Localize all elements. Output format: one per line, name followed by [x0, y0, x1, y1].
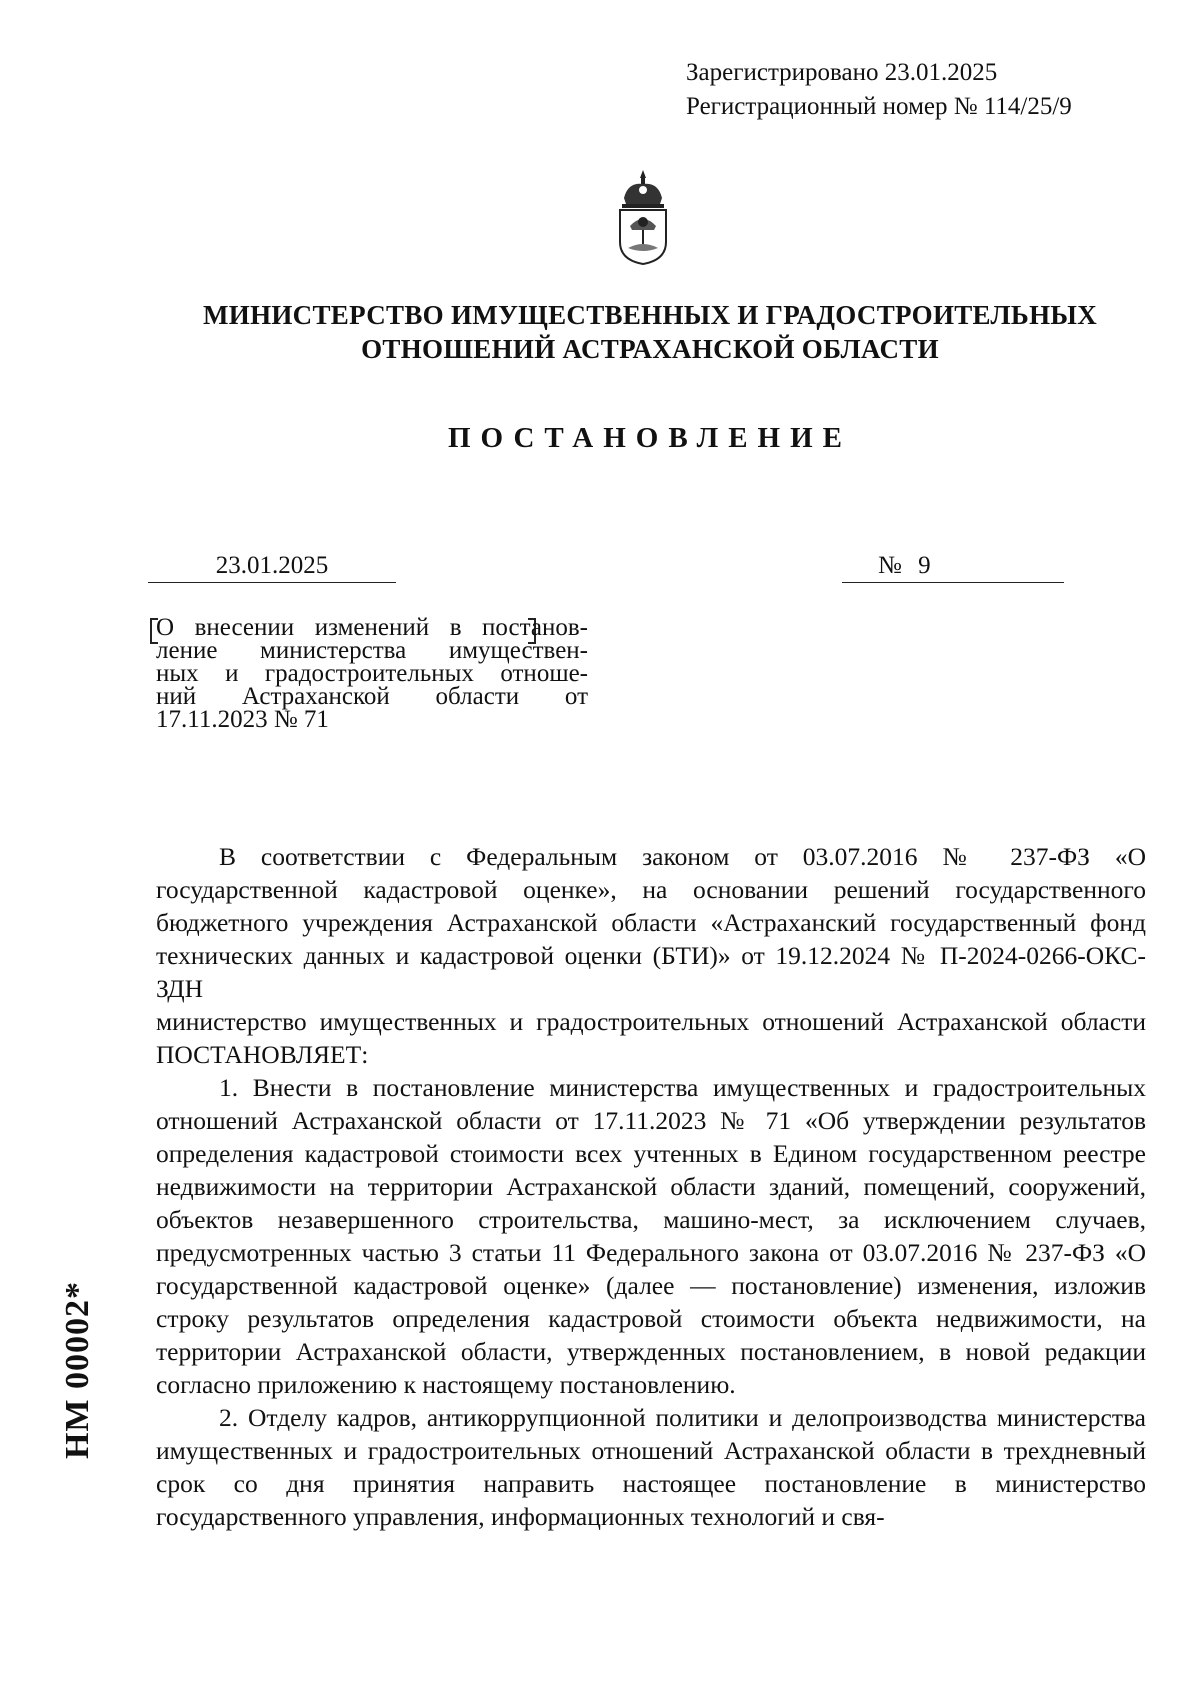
- registration-date: Зарегистрировано 23.01.2025: [686, 59, 998, 86]
- item-1-paragraph: 1. Внести в постановление министерства имущественных и градостроительных отношений Астраханской области от 17.11.2023 № 71 «Об утверждении результатов определения кадастровой стоимости всех учтенных в Едином государственном реестре недвижимости на территории Астраханской области зданий, помещений, сооружений, объектов незавершенного строительства, машино-мест, за исключением случаев, предусмотренных частью 3 статьи 11 Федерального закона от 03.07.2016 № 237-ФЗ «О государственной кадастровой оценке» (далее — постановление) изменения, изложив строку результатов определения кадастровой стоимости объекта недвижимости, на территории Астраханской области, утвержденных постановлением, в новой редакции согласно приложению к настоящему постановлению.: [156, 1073, 1146, 1399]
- document-number: 9: [918, 552, 931, 579]
- document-body: [156, 840, 1146, 1533]
- document-subject: [156, 616, 588, 731]
- preamble-paragraph: В соответствии с Федеральным законом от 03.07.2016 № 237-ФЗ «О государственной кадастровой оценке», на основании решений государственного бюджетного учреждения Астраханской области «Астраханский государственный фонд технических данных и кадастровой оценки (БТИ)» от 19.12.2024 № П-2024-0266-ОКС-ЗДН: [156, 842, 1146, 1003]
- subject-line: ных и градостроительных отноше-: [156, 660, 588, 687]
- document-type: ПОСТАНОВЛЕНИЕ: [447, 422, 852, 454]
- ministry-name-line1: МИНИСТЕРСТВО ИМУЩЕСТВЕННЫХ И ГРАДОСТРОИТЕЛЬНЫХ: [202, 300, 1097, 330]
- subject-line: 17.11.2023 № 71: [156, 706, 329, 733]
- resolves-paragraph: министерство имущественных и градостроительных отношений Астраханской области ПОСТАНОВЛЯЕТ:: [156, 1007, 1146, 1069]
- registration-stamp: [686, 56, 1072, 124]
- number-sign: №: [878, 552, 902, 579]
- registration-number: Регистрационный номер № 114/25/9: [686, 93, 1072, 120]
- astrakhan-coat-of-arms-icon: [612, 168, 674, 268]
- document-number-field: [842, 552, 1064, 583]
- subject-line: ний Астраханской области от: [156, 683, 588, 710]
- ministry-name: [150, 298, 1150, 366]
- ministry-name-line2: ОТНОШЕНИЙ АСТРАХАНСКОЙ ОБЛАСТИ: [361, 334, 939, 364]
- item-2-paragraph: 2. Отделу кадров, антикоррупционной политики и делопроизводства министерства имущественных и градостроительных отношений Астраханской области в трехдневный срок со дня принятия направить настоящее постановление в министерство государственного управления, информационных технологий и свя-: [156, 1403, 1146, 1531]
- subject-line: ление министерства имуществен-: [156, 637, 588, 664]
- side-stamp-text: НМ 00002*: [59, 1280, 96, 1460]
- document-date: 23.01.2025: [148, 552, 396, 583]
- subject-line: О внесении изменений в постанов-: [156, 614, 588, 641]
- side-stamp: [48, 1220, 108, 1520]
